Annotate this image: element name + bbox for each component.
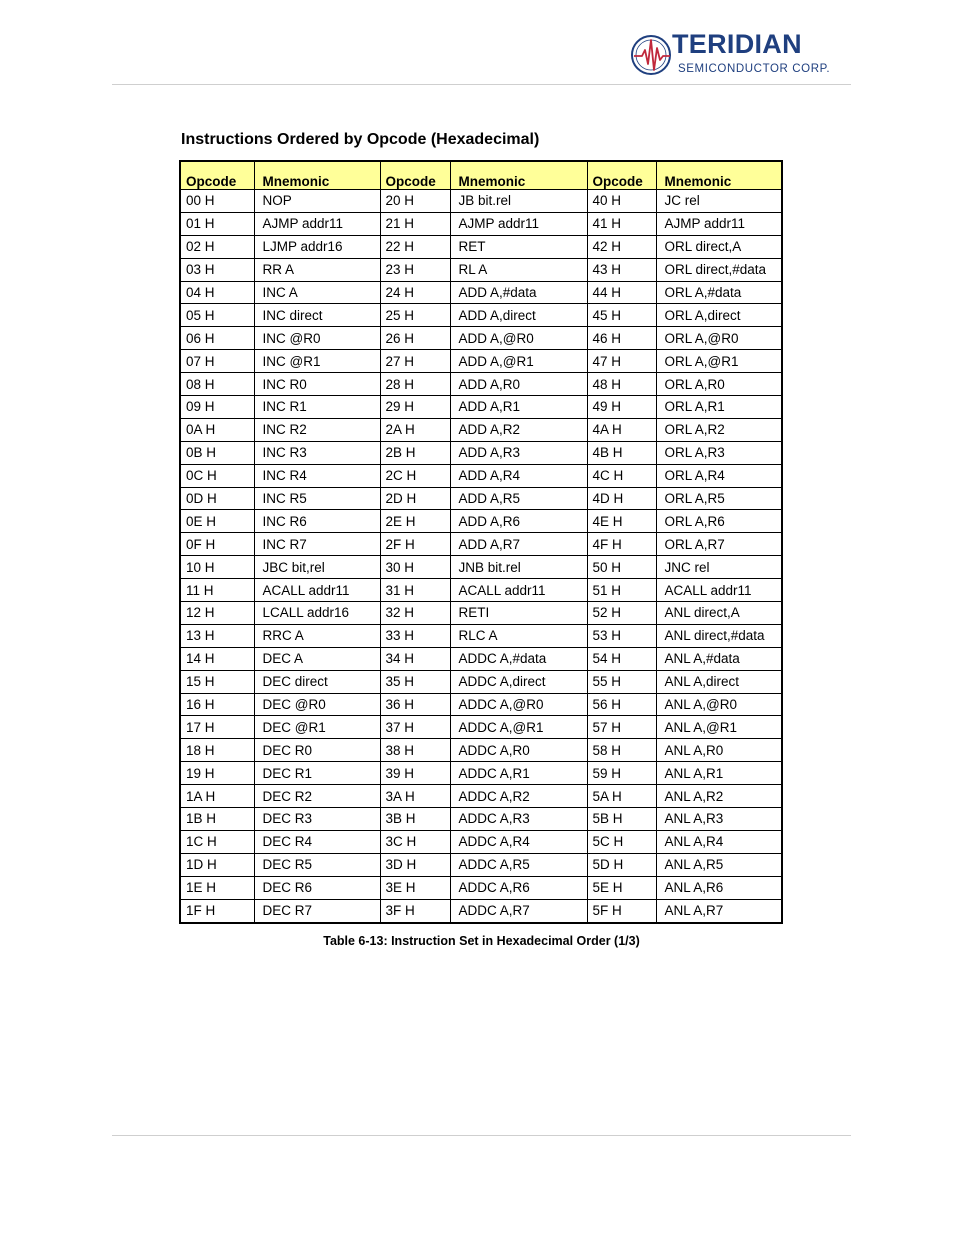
opcode-cell: 20 H [380,190,450,213]
mnemonic-cell: ADD A,R5 [450,487,587,510]
mnemonic-cell: RR A [254,258,380,281]
mnemonic-cell: INC R5 [254,487,380,510]
mnemonic-cell: DEC R7 [254,899,380,922]
mnemonic-cell: AJMP addr11 [450,212,587,235]
mnemonic-cell: DEC R6 [254,876,380,899]
table-row [180,533,782,556]
mnemonic-cell: ANL A,@R1 [656,716,782,739]
mnemonic-cell: ANL A,R4 [656,830,782,853]
mnemonic-cell: JNB bit.rel [450,556,587,579]
opcode-cell: 37 H [380,716,450,739]
table-row [180,487,782,510]
opcode-cell: 11 H [180,579,254,602]
opcode-cell: 0F H [180,533,254,556]
opcode-cell: 39 H [380,762,450,785]
mnemonic-cell: DEC R2 [254,785,380,808]
opcode-cell: 55 H [587,670,656,693]
opcode-cell: 0E H [180,510,254,533]
opcode-cell: 35 H [380,670,450,693]
opcode-cell: 17 H [180,716,254,739]
mnemonic-cell: RET [450,235,587,258]
opcode-cell: 5E H [587,876,656,899]
table-row [180,762,782,785]
opcode-cell: 23 H [380,258,450,281]
column-header-opcode: Opcode [587,161,656,190]
opcode-cell: 26 H [380,327,450,350]
table-row [180,785,782,808]
opcode-cell: 16 H [180,693,254,716]
mnemonic-cell: ORL A,R3 [656,441,782,464]
footer-divider [112,1135,851,1136]
mnemonic-cell: ADD A,R1 [450,396,587,419]
table-row [180,281,782,304]
mnemonic-cell: INC direct [254,304,380,327]
mnemonic-cell: ADD A,@R0 [450,327,587,350]
logo-subtitle: SEMICONDUCTOR CORP. [678,63,831,75]
mnemonic-cell: ORL A,@R1 [656,350,782,373]
mnemonic-cell: INC R1 [254,396,380,419]
mnemonic-cell: ANL A,R2 [656,785,782,808]
opcode-cell: 32 H [380,602,450,625]
mnemonic-cell: NOP [254,190,380,213]
table-row [180,853,782,876]
opcode-cell: 3E H [380,876,450,899]
opcode-cell: 31 H [380,579,450,602]
mnemonic-cell: ORL A,R6 [656,510,782,533]
table-header-row [180,161,782,190]
opcode-cell: 54 H [587,647,656,670]
opcode-cell: 4C H [587,464,656,487]
table-row [180,304,782,327]
table-row [180,350,782,373]
opcode-cell: 07 H [180,350,254,373]
mnemonic-cell: ADD A,R4 [450,464,587,487]
opcode-cell: 3A H [380,785,450,808]
opcode-cell: 1E H [180,876,254,899]
mnemonic-cell: INC A [254,281,380,304]
opcode-cell: 0C H [180,464,254,487]
mnemonic-cell: ORL direct,A [656,235,782,258]
table-row [180,258,782,281]
table-row [180,190,782,213]
mnemonic-cell: ANL A,R6 [656,876,782,899]
mnemonic-cell: RRC A [254,624,380,647]
mnemonic-cell: ORL A,R4 [656,464,782,487]
mnemonic-cell: ACALL addr11 [450,579,587,602]
mnemonic-cell: ADD A,R6 [450,510,587,533]
opcode-table [179,160,783,924]
opcode-cell: 10 H [180,556,254,579]
table-row [180,716,782,739]
opcode-cell: 53 H [587,624,656,647]
mnemonic-cell: ADD A,R7 [450,533,587,556]
mnemonic-cell: INC @R0 [254,327,380,350]
table-row [180,808,782,831]
opcode-cell: 29 H [380,396,450,419]
table-row [180,464,782,487]
mnemonic-cell: ANL A,R1 [656,762,782,785]
opcode-cell: 02 H [180,235,254,258]
table-caption: Table 6-13: Instruction Set in Hexadecimal Order (1/3) [323,934,640,948]
opcode-cell: 59 H [587,762,656,785]
opcode-cell: 5A H [587,785,656,808]
table-row [180,899,782,922]
opcode-cell: 1A H [180,785,254,808]
opcode-cell: 3B H [380,808,450,831]
mnemonic-cell: AJMP addr11 [656,212,782,235]
table-row [180,212,782,235]
mnemonic-cell: INC R4 [254,464,380,487]
opcode-cell: 46 H [587,327,656,350]
mnemonic-cell: ADDC A,R4 [450,830,587,853]
mnemonic-cell: ORL A,#data [656,281,782,304]
column-header-opcode: Opcode [180,161,254,190]
mnemonic-cell: JB bit.rel [450,190,587,213]
mnemonic-cell: ADDC A,R2 [450,785,587,808]
opcode-cell: 1D H [180,853,254,876]
section-title: Instructions Ordered by Opcode (Hexadecimal) [181,131,540,148]
opcode-cell: 00 H [180,190,254,213]
opcode-cell: 03 H [180,258,254,281]
opcode-cell: 3F H [380,899,450,922]
table-row [180,510,782,533]
opcode-cell: 43 H [587,258,656,281]
opcode-cell: 4F H [587,533,656,556]
mnemonic-cell: ANL direct,#data [656,624,782,647]
table-row [180,602,782,625]
mnemonic-cell: ORL A,R2 [656,418,782,441]
mnemonic-cell: ORL direct,#data [656,258,782,281]
opcode-cell: 45 H [587,304,656,327]
column-header-mnemonic: Mnemonic [450,161,587,190]
opcode-cell: 21 H [380,212,450,235]
mnemonic-cell: ORL A,@R0 [656,327,782,350]
table-body [180,190,782,923]
mnemonic-cell: ANL A,#data [656,647,782,670]
opcode-cell: 0A H [180,418,254,441]
mnemonic-cell: ADDC A,@R1 [450,716,587,739]
opcode-cell: 06 H [180,327,254,350]
opcode-cell: 52 H [587,602,656,625]
mnemonic-cell: DEC @R1 [254,716,380,739]
opcode-cell: 27 H [380,350,450,373]
table-row [180,441,782,464]
table-row [180,327,782,350]
mnemonic-cell: ADD A,@R1 [450,350,587,373]
opcode-cell: 2E H [380,510,450,533]
mnemonic-cell: LCALL addr16 [254,602,380,625]
table-row [180,739,782,762]
mnemonic-cell: ANL A,R3 [656,808,782,831]
column-header-mnemonic: Mnemonic [254,161,380,190]
mnemonic-cell: RETI [450,602,587,625]
opcode-cell: 14 H [180,647,254,670]
opcode-cell: 2B H [380,441,450,464]
opcode-cell: 28 H [380,373,450,396]
opcode-cell: 33 H [380,624,450,647]
mnemonic-cell: ADDC A,R3 [450,808,587,831]
mnemonic-cell: ORL A,R0 [656,373,782,396]
logo-wordmark: TERIDIAN [672,29,802,59]
opcode-cell: 1B H [180,808,254,831]
table-row [180,396,782,419]
opcode-cell: 42 H [587,235,656,258]
column-header-mnemonic: Mnemonic [656,161,782,190]
mnemonic-cell: ADDC A,R0 [450,739,587,762]
mnemonic-cell: ADD A,direct [450,304,587,327]
mnemonic-cell: ACALL addr11 [254,579,380,602]
header-divider [112,84,851,85]
opcode-cell: 47 H [587,350,656,373]
opcode-cell: 41 H [587,212,656,235]
opcode-cell: 5D H [587,853,656,876]
mnemonic-cell: RL A [450,258,587,281]
mnemonic-cell: DEC @R0 [254,693,380,716]
opcode-cell: 5C H [587,830,656,853]
mnemonic-cell: ANL direct,A [656,602,782,625]
mnemonic-cell: INC @R1 [254,350,380,373]
opcode-cell: 34 H [380,647,450,670]
mnemonic-cell: ORL A,direct [656,304,782,327]
mnemonic-cell: ADDC A,@R0 [450,693,587,716]
opcode-cell: 0D H [180,487,254,510]
opcode-cell: 57 H [587,716,656,739]
opcode-cell: 5B H [587,808,656,831]
opcode-cell: 2D H [380,487,450,510]
opcode-cell: 1F H [180,899,254,922]
mnemonic-cell: ADDC A,direct [450,670,587,693]
opcode-cell: 58 H [587,739,656,762]
mnemonic-cell: AJMP addr11 [254,212,380,235]
opcode-cell: 50 H [587,556,656,579]
opcode-cell: 0B H [180,441,254,464]
opcode-cell: 40 H [587,190,656,213]
mnemonic-cell: ADD A,#data [450,281,587,304]
opcode-cell: 24 H [380,281,450,304]
opcode-cell: 01 H [180,212,254,235]
opcode-cell: 25 H [380,304,450,327]
table-row [180,670,782,693]
opcode-cell: 48 H [587,373,656,396]
table-row [180,624,782,647]
opcode-cell: 22 H [380,235,450,258]
mnemonic-cell: ADD A,R0 [450,373,587,396]
mnemonic-cell: INC R6 [254,510,380,533]
teridian-logo [628,29,838,78]
mnemonic-cell: ADDC A,R5 [450,853,587,876]
opcode-cell: 4E H [587,510,656,533]
opcode-cell: 12 H [180,602,254,625]
opcode-cell: 4A H [587,418,656,441]
mnemonic-cell: ORL A,R5 [656,487,782,510]
opcode-cell: 5F H [587,899,656,922]
mnemonic-cell: INC R3 [254,441,380,464]
column-header-opcode: Opcode [380,161,450,190]
mnemonic-cell: ANL A,R5 [656,853,782,876]
mnemonic-cell: JBC bit,rel [254,556,380,579]
table-row [180,647,782,670]
opcode-cell: 56 H [587,693,656,716]
mnemonic-cell: ORL A,R1 [656,396,782,419]
mnemonic-cell: ORL A,R7 [656,533,782,556]
opcode-cell: 38 H [380,739,450,762]
mnemonic-cell: ADDC A,R1 [450,762,587,785]
table-row [180,373,782,396]
opcode-cell: 44 H [587,281,656,304]
mnemonic-cell: DEC R1 [254,762,380,785]
mnemonic-cell: INC R2 [254,418,380,441]
mnemonic-cell: ANL A,R0 [656,739,782,762]
table-row [180,235,782,258]
opcode-cell: 18 H [180,739,254,762]
table-row [180,418,782,441]
opcode-cell: 30 H [380,556,450,579]
opcode-cell: 2A H [380,418,450,441]
mnemonic-cell: JC rel [656,190,782,213]
mnemonic-cell: ADD A,R3 [450,441,587,464]
table-row [180,579,782,602]
mnemonic-cell: INC R7 [254,533,380,556]
opcode-cell: 19 H [180,762,254,785]
mnemonic-cell: ADDC A,R6 [450,876,587,899]
mnemonic-cell: ADD A,R2 [450,418,587,441]
opcode-cell: 09 H [180,396,254,419]
mnemonic-cell: DEC A [254,647,380,670]
opcode-cell: 36 H [380,693,450,716]
mnemonic-cell: ANL A,@R0 [656,693,782,716]
mnemonic-cell: JNC rel [656,556,782,579]
mnemonic-cell: DEC R0 [254,739,380,762]
table-row [180,693,782,716]
mnemonic-cell: DEC R5 [254,853,380,876]
mnemonic-cell: DEC R4 [254,830,380,853]
opcode-cell: 08 H [180,373,254,396]
mnemonic-cell: INC R0 [254,373,380,396]
waveform-globe-icon [630,34,672,76]
mnemonic-cell: ADDC A,#data [450,647,587,670]
opcode-cell: 2C H [380,464,450,487]
table-row [180,876,782,899]
opcode-cell: 2F H [380,533,450,556]
mnemonic-cell: ACALL addr11 [656,579,782,602]
opcode-cell: 51 H [587,579,656,602]
opcode-cell: 13 H [180,624,254,647]
opcode-cell: 4D H [587,487,656,510]
mnemonic-cell: RLC A [450,624,587,647]
mnemonic-cell: DEC direct [254,670,380,693]
opcode-cell: 4B H [587,441,656,464]
mnemonic-cell: LJMP addr16 [254,235,380,258]
opcode-cell: 1C H [180,830,254,853]
opcode-cell: 3D H [380,853,450,876]
table-row [180,830,782,853]
opcode-cell: 05 H [180,304,254,327]
opcode-cell: 15 H [180,670,254,693]
opcode-cell: 04 H [180,281,254,304]
mnemonic-cell: DEC R3 [254,808,380,831]
opcode-cell: 3C H [380,830,450,853]
mnemonic-cell: ANL A,direct [656,670,782,693]
mnemonic-cell: ANL A,R7 [656,899,782,922]
table-row [180,556,782,579]
mnemonic-cell: ADDC A,R7 [450,899,587,922]
opcode-cell: 49 H [587,396,656,419]
